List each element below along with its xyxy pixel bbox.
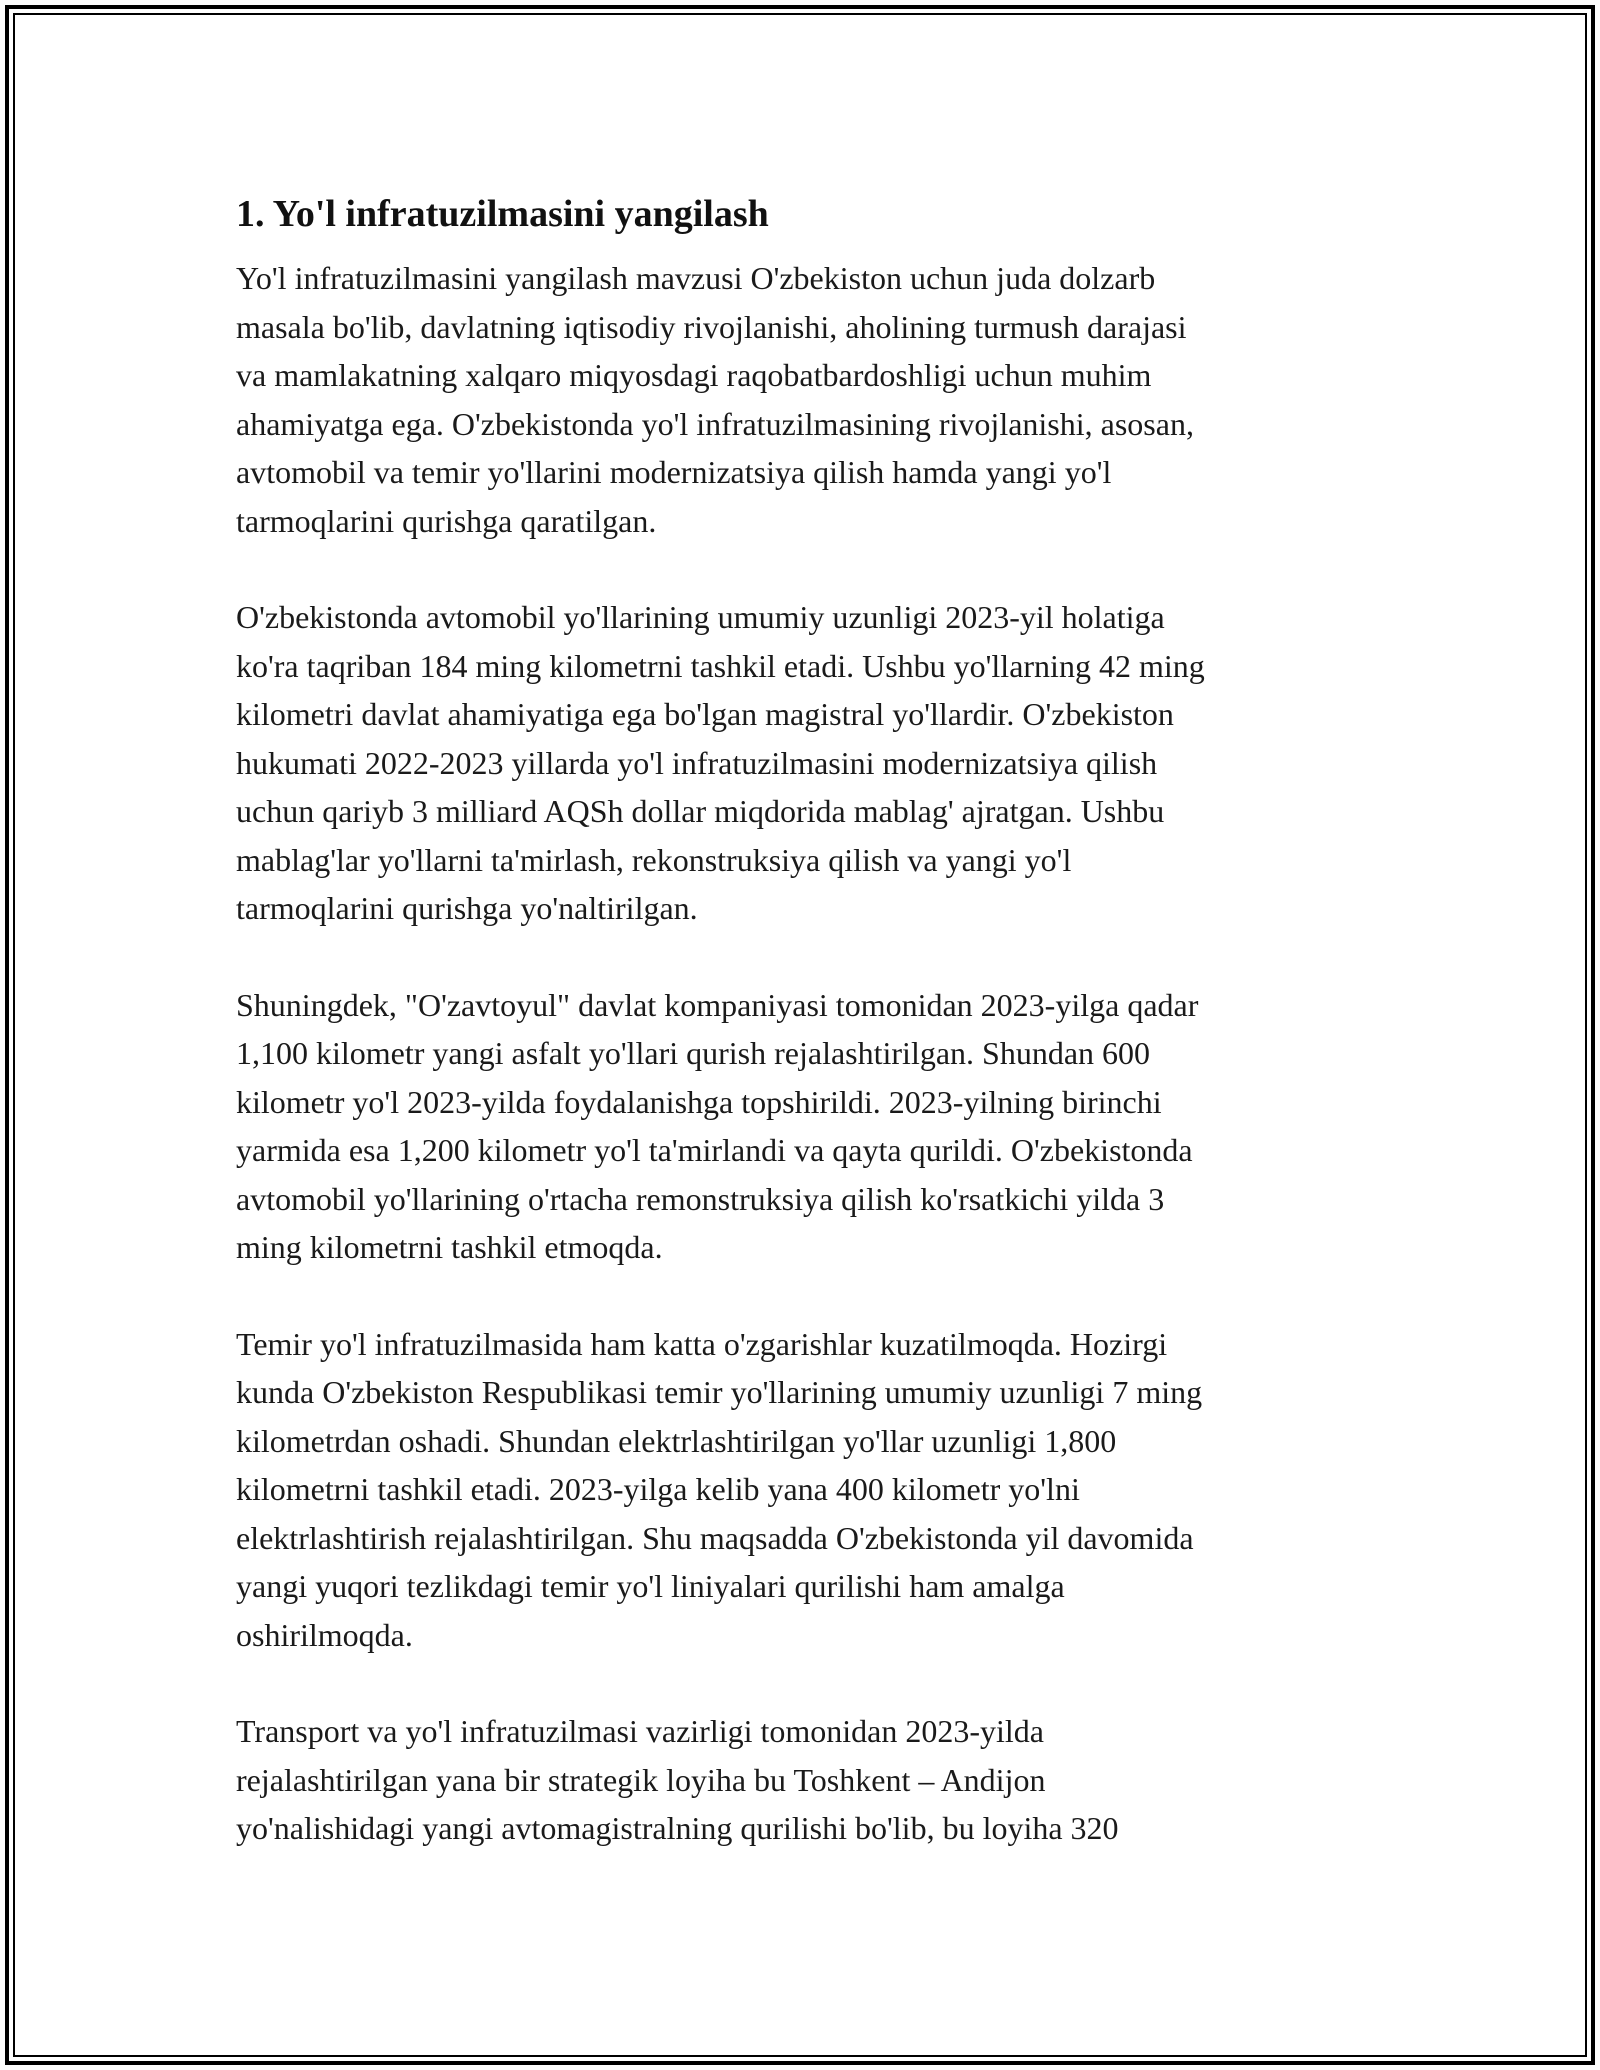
paragraph-line: tarmoqlarini qurishga qaratilgan. — [236, 502, 657, 539]
paragraph-5 — [236, 1707, 1386, 1853]
paragraph-line: avtomobil yo'llarining o'rtacha remonstruksiya qilish ko'rsatkichi yilda 3 — [236, 1180, 1165, 1217]
document-body — [236, 182, 1386, 1901]
paragraph-line: yo'nalishidagi yangi avtomagistralning qurilishi bo'lib, bu loyiha 320 — [236, 1810, 1119, 1846]
paragraph-3 — [236, 981, 1386, 1272]
paragraph-line: Transport va yo'l infratuzilmasi vazirligi tomonidan 2023-yilda — [236, 1713, 1044, 1749]
section-heading: 1. Yo'l infratuzilmasini yangilash — [236, 193, 769, 235]
paragraph-line: yangi yuqori tezlikdagi temir yo'l liniyalari qurilishi ham amalga — [236, 1568, 1065, 1604]
paragraph-line: kunda O'zbekiston Respublikasi temir yo'llarining umumiy uzunligi 7 ming — [236, 1374, 1203, 1410]
paragraph-line: hukumati 2022-2023 yillarda yo'l infratuzilmasini modernizatsiya qilish — [236, 744, 1158, 781]
paragraph-line: O'zbekistonda avtomobil yo'llarining umumiy uzunligi 2023-yil holatiga — [236, 599, 1165, 635]
paragraph-line: oshirilmoqda. — [236, 1616, 413, 1653]
paragraph-line: Shuningdek, "O'zavtoyul" davlat kompaniyasi tomonidan 2023-yilga qadar — [236, 986, 1199, 1023]
paragraph-line: elektrlashtirish rejalashtirilgan. Shu maqsadda O'zbekistonda yil davomida — [236, 1519, 1194, 1556]
paragraph-line: masala bo'lib, davlatning iqtisodiy rivojlanishi, aholining turmush darajasi — [236, 308, 1187, 345]
paragraph-line: ahamiyatga ega. O'zbekistonda yo'l infratuzilmasining rivojlanishi, asosan, — [236, 405, 1194, 442]
paragraph-line: kilometri davlat ahamiyatiga ega bo'lgan magistral yo'llardir. O'zbekiston — [236, 696, 1174, 732]
paragraph-line: kilometrdan oshadi. Shundan elektrlashtirilgan yo'llar uzunligi 1,800 — [236, 1422, 1117, 1459]
paragraph-line: yarmida esa 1,200 kilometr yo'l ta'mirlandi va qayta qurildi. O'zbekistonda — [236, 1132, 1193, 1168]
paragraph-line: mablag'lar yo'llarni ta'mirlash, rekonstruksiya qilish va yangi yo'l — [236, 841, 1072, 878]
paragraph-line: uchun qariyb 3 milliard AQSh dollar miqdorida mablag' ajratgan. Ushbu — [236, 793, 1165, 829]
paragraph-line: va mamlakatning xalqaro miqyosdagi raqobatbardoshligi uchun muhim — [236, 357, 1152, 393]
paragraph-line: avtomobil va temir yo'llarini modernizatsiya qilish hamda yangi yo'l — [236, 454, 1112, 490]
paragraph-line: rejalashtirilgan yana bir strategik loyiha bu Toshkent – Andijon — [236, 1761, 1046, 1798]
paragraph-1 — [236, 254, 1386, 545]
paragraph-line: ko'ra taqriban 184 ming kilometrni tashkil etadi. Ushbu yo'llarning 42 ming — [236, 647, 1205, 684]
paragraph-line: Yo'l infratuzilmasini yangilash mavzusi O'zbekiston uchun juda dolzarb — [236, 260, 1156, 296]
paragraph-line: 1,100 kilometr yangi asfalt yo'llari qurish rejalashtirilgan. Shundan 600 — [236, 1035, 1151, 1071]
paragraph-line: tarmoqlarini qurishga yo'naltirilgan. — [236, 890, 698, 926]
paragraph-4 — [236, 1320, 1386, 1660]
paragraph-line: kilometr yo'l 2023-yilda foydalanishga topshirildi. 2023-yilning birinchi — [236, 1083, 1162, 1120]
paragraph-line: Temir yo'l infratuzilmasida ham katta o'zgarishlar kuzatilmoqda. Hozirgi — [236, 1325, 1168, 1362]
paragraph-line: kilometrni tashkil etadi. 2023-yilga kelib yana 400 kilometr yo'lni — [236, 1471, 1080, 1507]
paragraph-2 — [236, 593, 1386, 933]
paragraph-line: ming kilometrni tashkil etmoqda. — [236, 1229, 663, 1265]
